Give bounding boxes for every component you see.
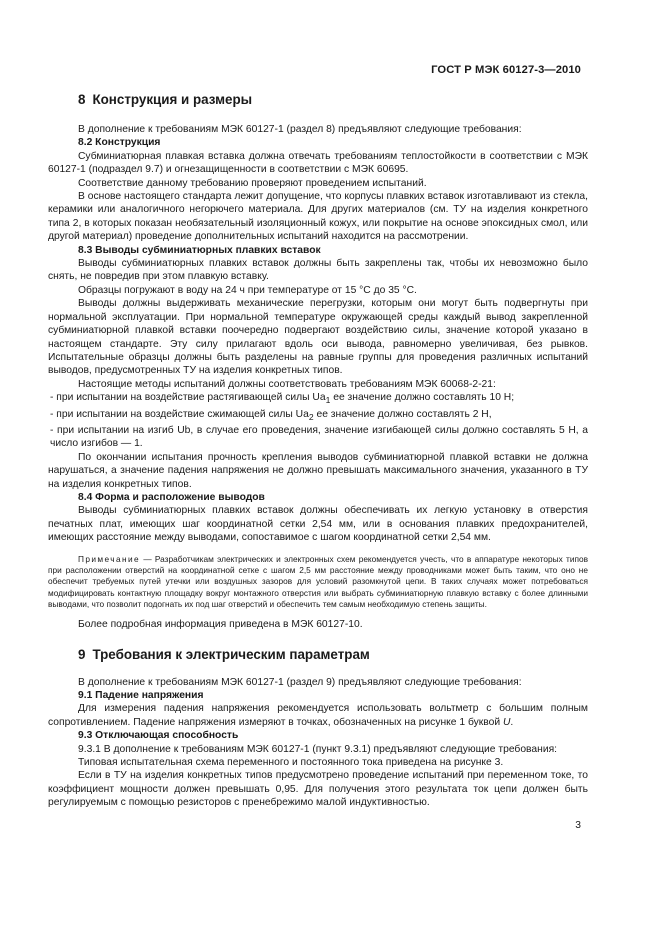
paragraph: 9.3.1 В дополнение к требованиям МЭК 60127-1 (пункт 9.3.1) предъявляют следующие требования:: [78, 743, 558, 755]
paragraph: В основе настоящего стандарта лежит допущение, что корпусы плавких вставок изготавливают из стекла, керамики или аналогичного негорючего материала. Для других материалов (см. ТУ на изделия конкретного типа 2, в которых показан необязательный изоляционный кожух, или покрытие на основе эпоксидных смол, или другой материал) проведение дополнительных испытаний находится на рассмотрении.: [48, 191, 588, 243]
paragraph: Соответствие данному требованию проверяют проведением испытаний.: [78, 177, 427, 189]
section-9-intro: В дополнение к требованиям МЭК 60127-1 (раздел 9) предъявляют следующие требования:: [78, 676, 522, 688]
section-8-heading: [48, 91, 588, 108]
note-block: [48, 554, 588, 610]
list-item: - при испытании на изгиб Ub, в случае его проведения, значение изгибающей силы должно составлять 5 Н, а число изгибов — 1.: [50, 425, 588, 450]
paragraph: Настоящие методы испытаний должны соответствовать требованиям МЭК 60068-2-21:: [78, 378, 496, 390]
paragraph: По окончании испытания прочность крепления выводов субминиатюрной плавкой вставки не должна нарушаться, а значение падения напряжения не должно превышать максимального значения, указанного в ТУ на изделия конкретных типов.: [48, 451, 588, 490]
list-item: - при испытании на воздействие сжимающей силы $Ua_2$ ее значение должно составлять 2 Н,: [50, 408, 492, 422]
section-title: Требования к электрическим параметрам: [92, 646, 370, 662]
paragraph: Типовая испытательная схема переменного и постоянного тока приведена на рисунке 3.: [78, 757, 504, 769]
subsection-8-2-heading: 8.2 Конструкция: [78, 137, 161, 149]
subsection-8-4-heading: 8.4 Форма и расположение выводов: [78, 492, 265, 504]
section-8-intro: В дополнение к требованиям МЭК 60127-1 (раздел 8) предъявляют следующие требования:: [78, 124, 522, 135]
note-text: — Разработчикам электрических и электронных схем рекомендуется учесть, что в аппаратуре некоторых типов при расположении отверстий на координатной сетке с шагом 2,5 мм расстояние между проводниками может быть таким, что оно не обеспечит требуемых путей утечки или воздушных зазоров для условий разомкнутой цепи. В таких случаях может потребоваться модифицировать контактную площадку вокруг монтажного отверстия или выбрать субминиатюрную плавкую вставку с более длинными выводами, что позволит подогнать их под шаг отверстий и обеспечить тем самым необходимую степень защиты.: [48, 553, 588, 609]
paragraph: Более подробная информация приведена в МЭК 60127-10.: [78, 619, 363, 631]
subsection-9-1-heading: 9.1 Падение напряжения: [78, 689, 204, 701]
paragraph: Выводы субминиатюрных плавких вставок должны обеспечивать их легкую установку в отверстия печатных плат, имеющих шаг координатной сетки 2,54 мм, или в основания плавких предохранителей, имеющих расстояние между выводами, сопоставимое с шагом координатной сетки 2,54 мм.: [48, 505, 588, 544]
section-number: 9: [78, 646, 86, 662]
page-content: [48, 91, 588, 810]
paragraph: Выводы субминиатюрных плавких вставок должны быть закреплены так, чтобы их невозможно было снять, не повредив при этом плавкую вставку.: [48, 258, 588, 283]
paragraph: Если в ТУ на изделия конкретных типов предусмотрено проведение испытаний при переменном токе, то коэффициент мощности должен превышать 0,95. Для получения этого результата ток цепи должен быть регулируемым с помощью резисторов с пренебрежимо малой индуктивностью.: [48, 770, 588, 809]
page-number: 3: [575, 820, 581, 831]
subsection-8-3-heading: 8.3 Выводы субминиатюрных плавких вставок: [78, 244, 321, 256]
section-number: 8: [78, 92, 86, 107]
paragraph: Образцы погружают в воду на 24 ч при температуре от 15 °С до 35 °С.: [78, 284, 417, 296]
list-item: - при испытании на воздействие растягивающей силы $Ua_1$ ее значение должно составлять 10 Н;: [50, 392, 515, 406]
paragraph: Выводы должны выдерживать механические перегрузки, которым они могут быть подвергнуты при нормальной эксплуатации. При нормальной температуре окружающей среды каждый вывод закрепленной субминиатюрной плавкой вставки поочередно подвергают воздействию силы, значение которой указано в настоящем стандарте. Эту силу прилагают вдоль оси вывода, равномерно увеличивая, без рывков. Испытательные образцы должны быть разделены на равные группы для проведения различных испытаний выводов, предусмотренных ТУ на изделия конкретных типов.: [48, 298, 588, 377]
paragraph: Субминиатюрная плавкая вставка должна отвечать требованиям теплостойкости в соответствии с МЭК 60127-1 (подраздел 9.7) и огнезащищенности в соответствии с МЭК 60695.: [48, 150, 588, 176]
section-9-heading: [48, 646, 588, 663]
note-label: Примечание: [78, 553, 141, 564]
document-code-header: ГОСТ Р МЭК 60127-3—2010: [431, 64, 581, 76]
section-title: Конструкция и размеры: [92, 92, 253, 107]
subsection-9-3-heading: 9.3 Отключающая способность: [78, 730, 239, 742]
paragraph: Для измерения падения напряжения рекомендуется использовать вольтметр с большим полным сопротивлением. Падение напряжения измеряют в точках, обозначенных на рисунке 1 буквой U.: [48, 703, 588, 728]
